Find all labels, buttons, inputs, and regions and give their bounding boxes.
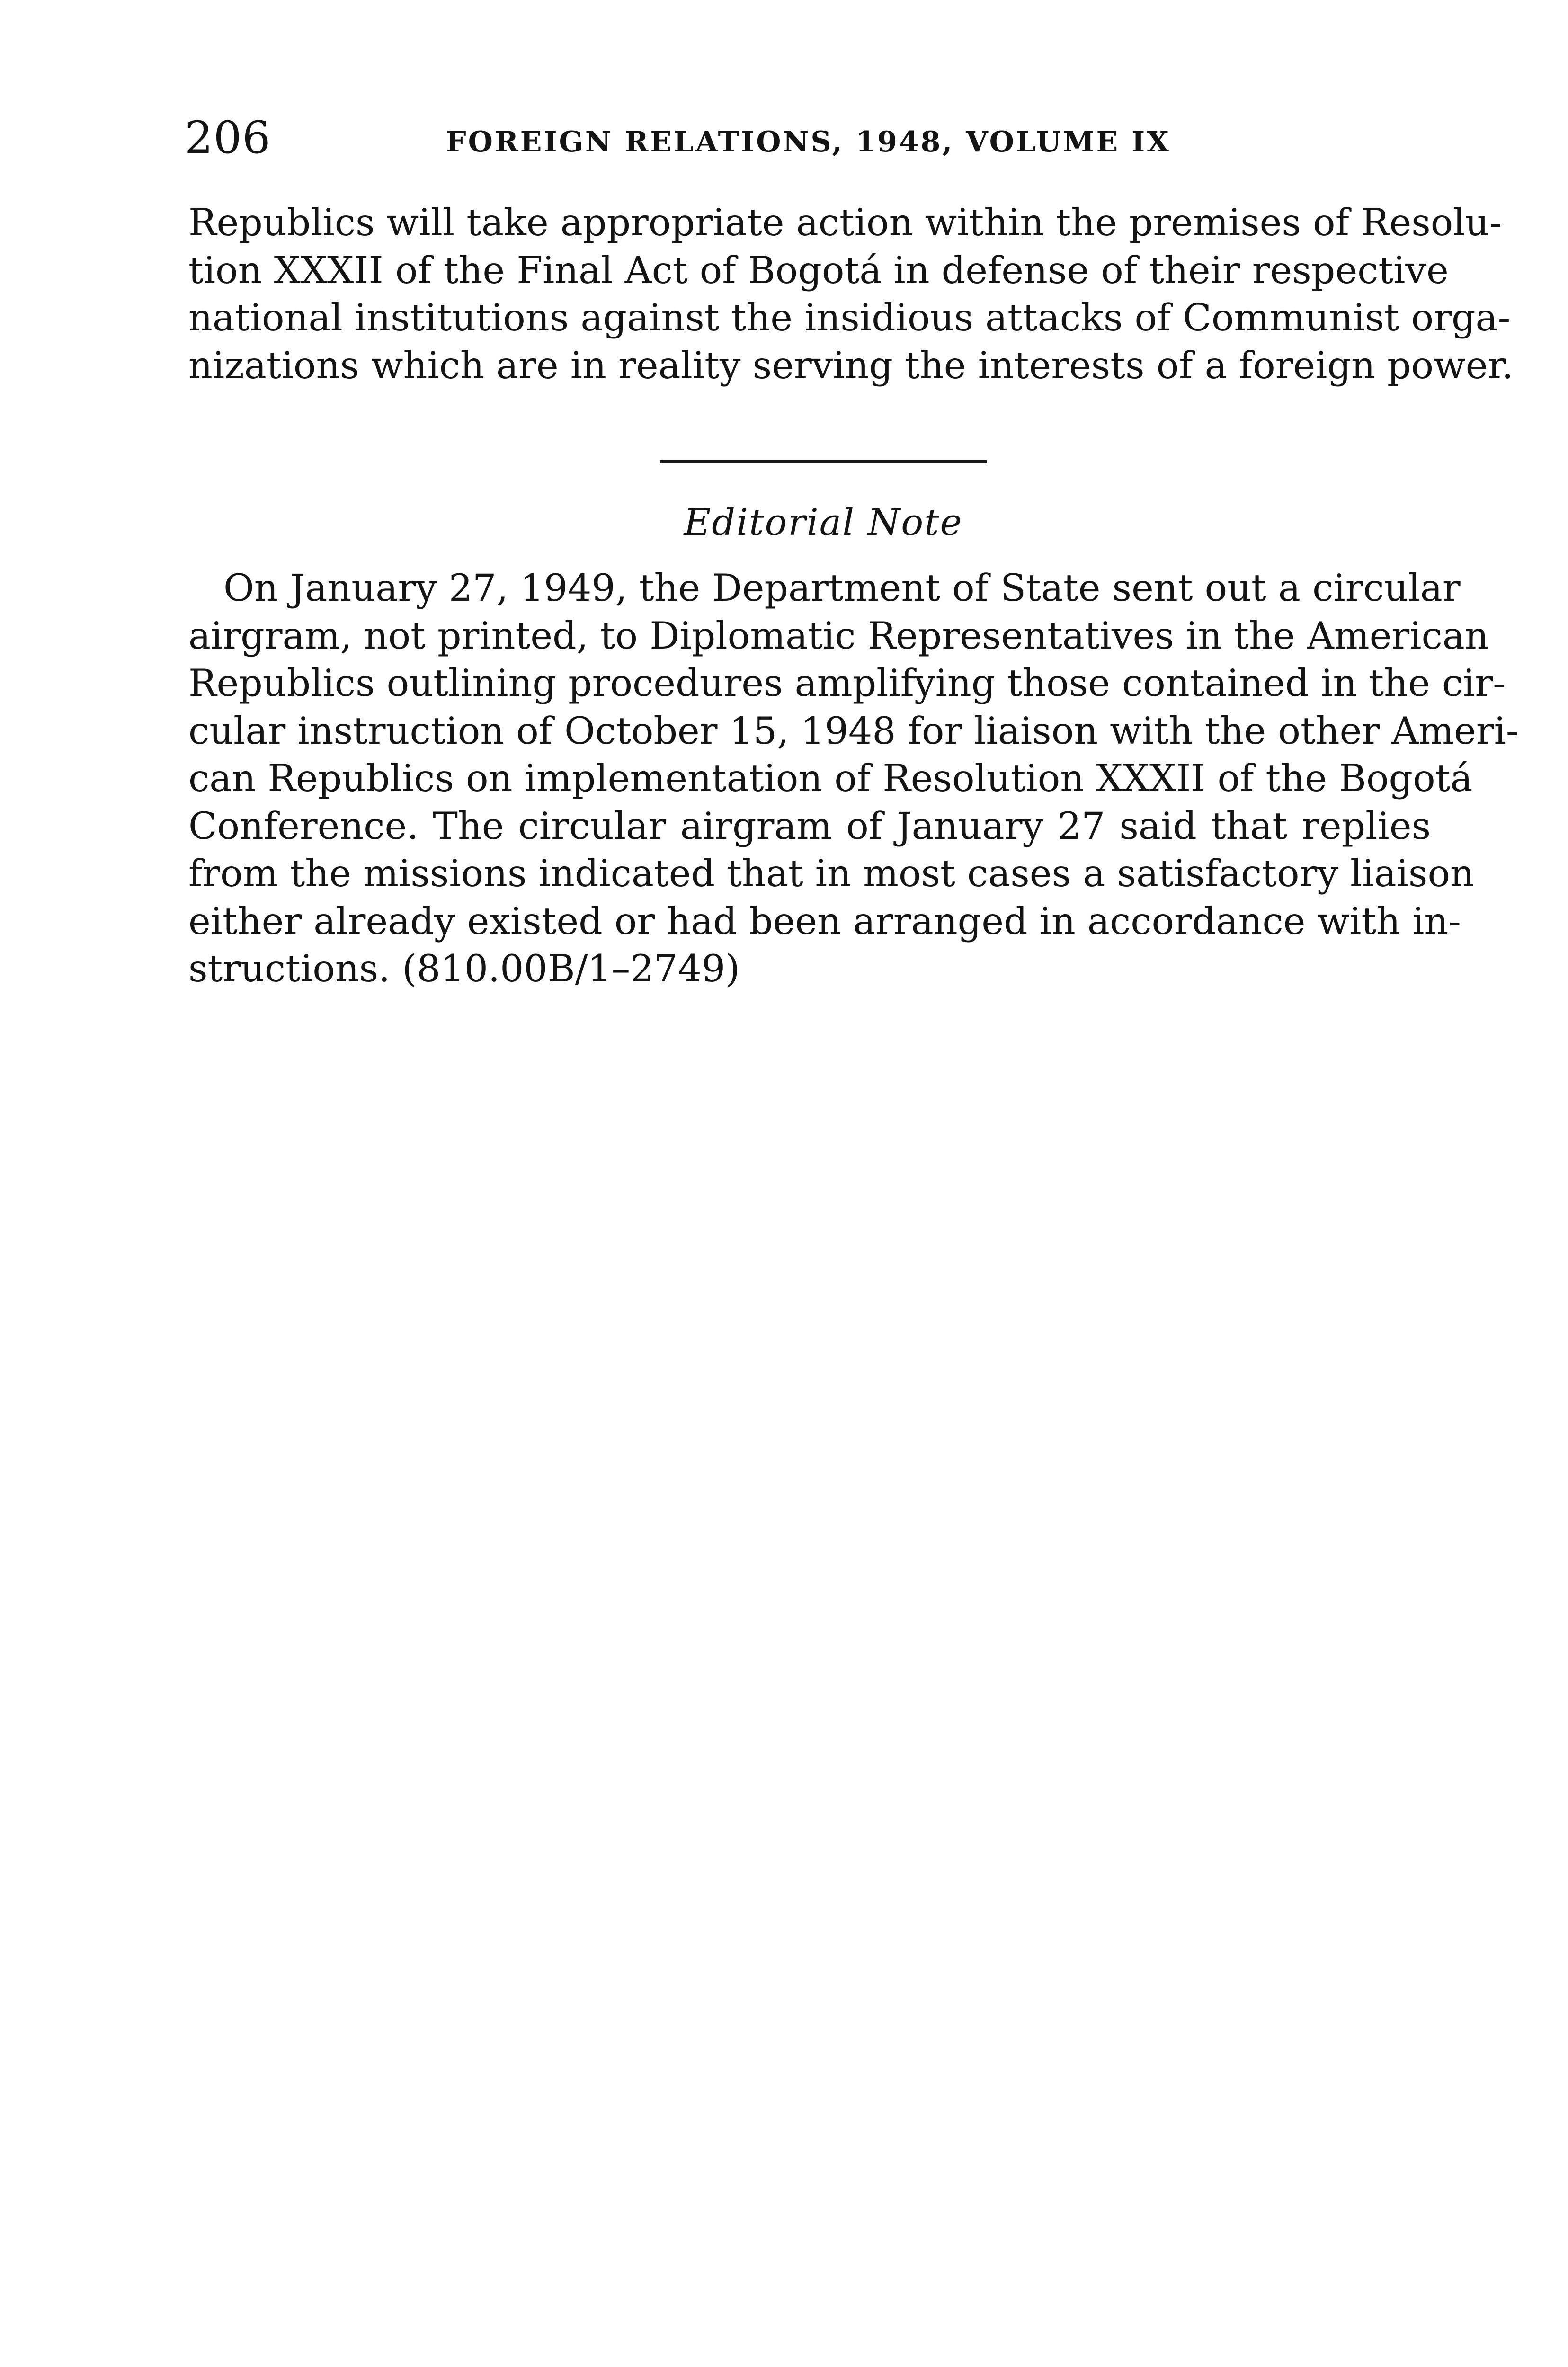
continuation-paragraph: [188, 199, 1514, 389]
text-line: Republics outlining procedures amplifying those contained in the cir-: [188, 661, 1506, 705]
text-line: On January 27, 1949, the Department of State sent out a circular: [223, 566, 1461, 610]
page-header: [178, 110, 1201, 167]
section-divider: [660, 460, 987, 463]
text-line: can Republics on implementation of Resolution XXXII of the Bogotá: [188, 756, 1473, 800]
text-line: structions. (810.00B/1–2749): [188, 947, 740, 990]
page-number: 206: [185, 112, 271, 164]
text-line: tion XXXII of the Final Act of Bogotá in defense of their respective: [188, 248, 1449, 292]
text-line: national institutions against the insidious attacks of Communist orga-: [188, 296, 1511, 339]
text-line: from the missions indicated that in most cases a satisfactory liaison: [188, 852, 1474, 895]
text-line: Conference. The circular airgram of January 27 said that replies: [188, 804, 1431, 848]
running-head: FOREIGN RELATIONS, 1948, VOLUME IX: [446, 125, 1171, 159]
editorial-note-title: Editorial Note: [684, 501, 963, 544]
text-line: airgram, not printed, to Diplomatic Representatives in the American: [188, 614, 1489, 658]
text-line: nizations which are in reality serving the interests of a foreign power.: [188, 343, 1514, 387]
text-line: either already existed or had been arranged in accordance with in-: [188, 899, 1461, 943]
text-line: Republics will take appropriate action within the premises of Resolu-: [188, 201, 1502, 244]
text-line: cular instruction of October 15, 1948 for liaison with the other Ameri-: [188, 709, 1519, 753]
editorial-note-paragraph: [188, 564, 1519, 993]
